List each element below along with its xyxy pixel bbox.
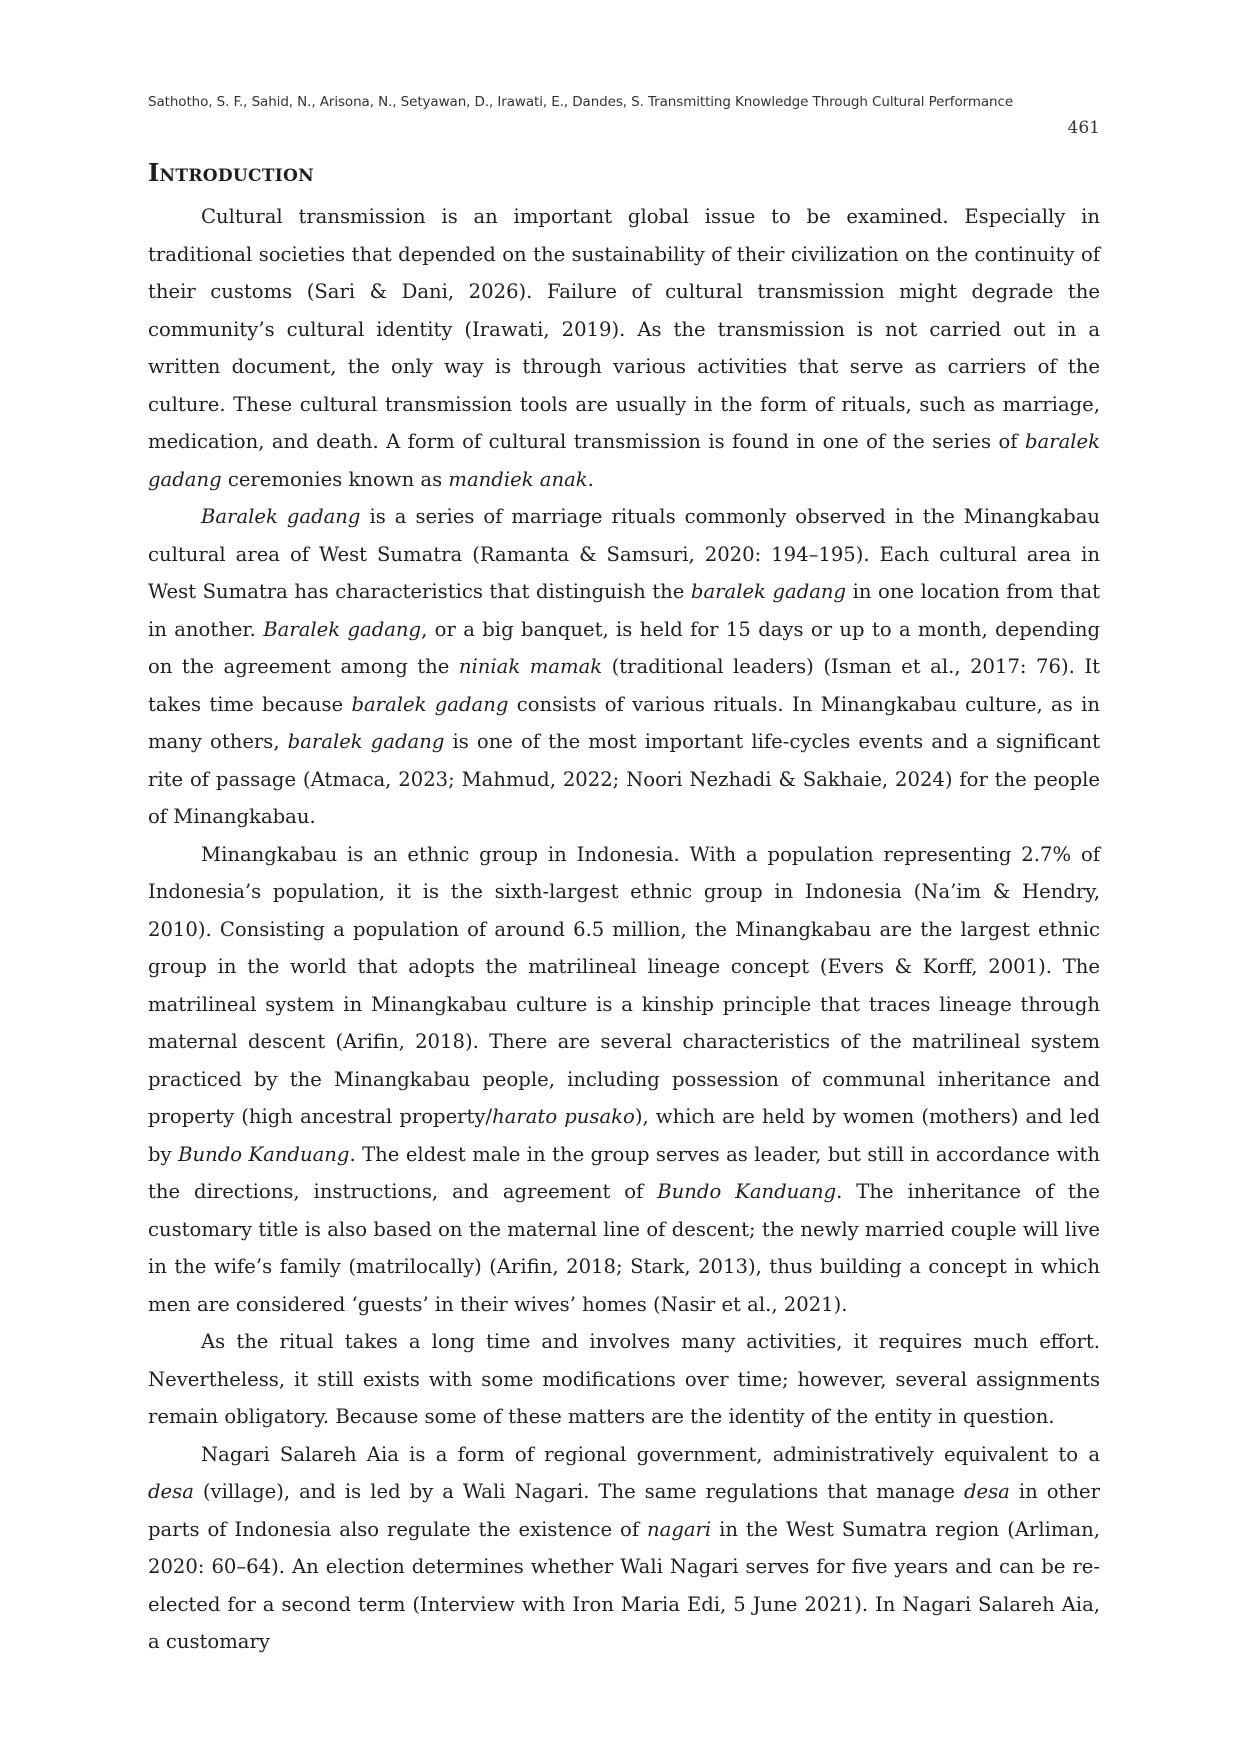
italic-term: baralek gadang — [690, 580, 847, 603]
text-run: consists of various rituals. In Minangkabau culture, as in many others, — [148, 692, 1100, 753]
text-run: in one location from that in another. — [148, 580, 1101, 641]
text-run: (village), and is led by a Wali Nagari. The same regulations that manage — [193, 1480, 964, 1503]
text-run: ceremonies known as — [221, 467, 449, 491]
italic-term: nagari — [647, 1517, 712, 1541]
italic-term: niniak mamak — [458, 655, 603, 678]
text-run: is a series of marriage rituals commonly observed in the Minangkabau cultural area of West Sumatra (Ramanta & Samsuri, 2020: 194–195). Each cultural area in West Sumatra has characteristics that distinguish the — [148, 505, 1100, 603]
italic-term: Baralek gadang — [201, 505, 361, 528]
italic-term: Bundo Kanduang — [178, 1142, 350, 1166]
italic-term: mandiek anak — [448, 467, 588, 491]
italic-term: Bundo Kanduang — [657, 1180, 837, 1203]
paragraph — [148, 498, 1100, 836]
text-run: As the ritual takes a long time and involves many activities, it requires much effort. Nevertheless, it still exists with some modifications over time; however, several assignments remain obligatory. Because some of these matters are the identity of the entity in question. — [148, 1330, 1100, 1428]
text-run: , or a big banquet, is held for 15 days or up to a month, depending on the agreement among the — [148, 617, 1100, 678]
text-run: . The eldest male in the group serves as leader, but still in accordance with the directions, instructions, and agreement of — [148, 1142, 1101, 1203]
text-run: (traditional leaders) (Isman et al., 2017: 76). It takes time because — [148, 655, 1100, 716]
italic-term: harato pusako — [492, 1105, 635, 1128]
text-run: is one of the most important life-cycles events and a significant rite of passage (Atmaca, 2023; Mahmud, 2022; Noori Nezhadi & Sakhaie, 2024) for the people of Minangkabau. — [148, 730, 1100, 828]
page-number: 461 — [1067, 118, 1100, 138]
body-text — [148, 198, 1100, 1661]
text-run: . The inheritance of the customary title is also based on the maternal line of descent; the newly married couple will live in the wife’s family (matrilocally) (Arifin, 2018; Stark, 2013), thus building a concept in which men are considered ‘guests’ in their wives’ homes (Nasir et al., 2021). — [148, 1180, 1100, 1316]
paragraph — [148, 1323, 1100, 1436]
text-run: ), which are held by women (mothers) and led by — [148, 1105, 1100, 1166]
running-head: Sathotho, S. F., Sahid, N., Arisona, N., Setyawan, D., Irawati, E., Dandes, S. Transmitting Knowledge Through Cultural Performance — [148, 94, 1014, 110]
text-run: in other parts of Indonesia also regulate the existence of — [148, 1480, 1100, 1541]
text-run: . — [587, 467, 594, 491]
text-run: Minangkabau is an ethnic group in Indonesia. With a population representing 2.7% of Indonesia’s population, it is the sixth-largest ethnic group in Indonesia (Na’im & Hendry, 2010). Consisting a population of around 6.5 million, the Minangkabau are the largest ethnic group in the world that adopts the matrilineal lineage concept (Evers & Korff, 2001). The matrilineal system in Minangkabau culture is a kinship principle that traces lineage through maternal descent (Arifin, 2018). There are several characteristics of the matrilineal system practiced by the Minangkabau people, including possession of communal inheritance and property (high ancestral property/ — [148, 842, 1100, 1128]
italic-term: Baralek gadang — [263, 617, 422, 641]
italic-term: desa — [963, 1480, 1010, 1503]
italic-term: baralek gadang — [148, 430, 1100, 491]
paragraph — [148, 836, 1100, 1324]
text-run: Cultural transmission is an important global issue to be examined. Especially in traditional societies that depended on the sustainability of their civilization on the continuity of their customs (Sari & Dani, 2026). Failure of cultural transmission might degrade the community’s cultural identity (Irawati, 2019). As the transmission is not carried out in a written document, the only way is through various activities that serve as carriers of the culture. These cultural transmission tools are usually in the form of rituals, such as marriage, medication, and death. A form of cultural transmission is found in one of the series of — [148, 205, 1100, 453]
italic-term: baralek gadang — [351, 692, 509, 716]
italic-term: baralek gadang — [287, 730, 445, 753]
italic-term: desa — [148, 1480, 194, 1503]
text-run: Nagari Salareh Aia is a form of regional government, administratively equivalent to a — [201, 1442, 1100, 1466]
paragraph — [148, 1436, 1100, 1661]
section-heading: Introduction — [148, 158, 315, 187]
text-run: in the West Sumatra region (Arliman, 2020: 60–64). An election determines whether Wali Nagari serves for five years and can be re-elected for a second term (Interview with Iron Maria Edi, 5 June 2021). In Nagari Salareh Aia, a customary — [148, 1517, 1101, 1653]
paragraph — [148, 198, 1100, 498]
